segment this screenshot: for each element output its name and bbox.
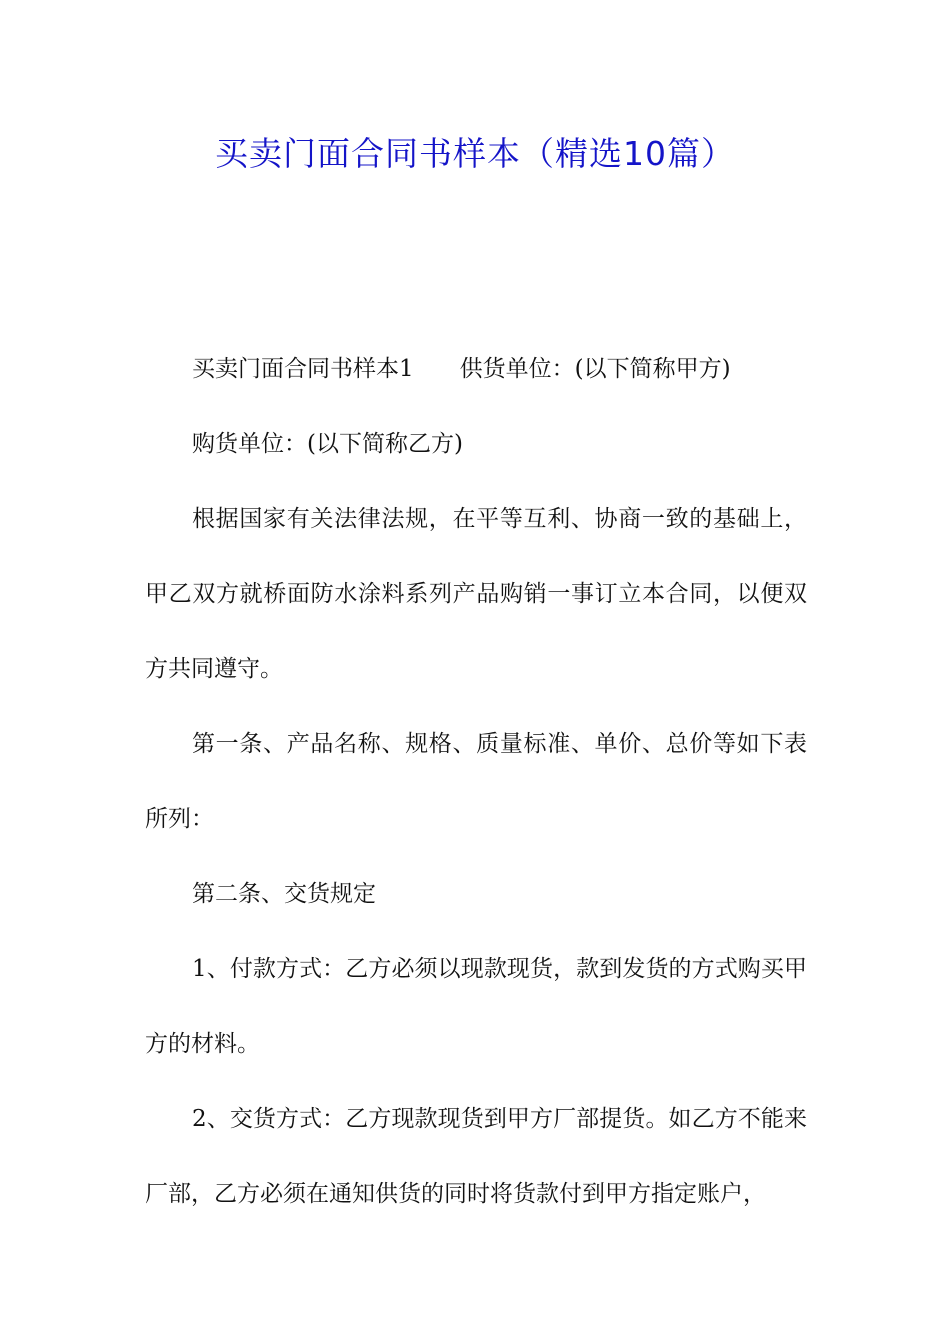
paragraph-article-one: 第一条、产品名称、规格、质量标准、单价、总价等如下表所列： <box>145 731 807 832</box>
supplier-line: 供货单位：(以下简称甲方) <box>459 356 731 382</box>
sample-heading: 买卖门面合同书样本1 <box>192 356 414 382</box>
paragraph-payment: 1、付款方式：乙方必须以现款现货，款到发货的方式购买甲方的材料。 <box>145 956 807 1057</box>
paragraph-sample-header <box>145 332 807 407</box>
paragraph-buyer: 购货单位：(以下简称乙方) <box>192 431 463 457</box>
paragraph-preamble: 根据国家有关法律法规，在平等互利、协商一致的基础上，甲乙双方就桥面防水涂料系列产品购销一事订立本合同，以便双方共同遵守。 <box>145 506 807 682</box>
document-body <box>145 332 807 1232</box>
paragraph-article-two: 第二条、交货规定 <box>192 881 376 907</box>
paragraph-delivery: 2、交货方式：乙方现款现货到甲方厂部提货。如乙方不能来厂部，乙方必须在通知供货的同时将货款付到甲方指定账户， <box>145 1106 807 1207</box>
document-title: 买卖门面合同书样本（精选10篇） <box>215 134 735 173</box>
